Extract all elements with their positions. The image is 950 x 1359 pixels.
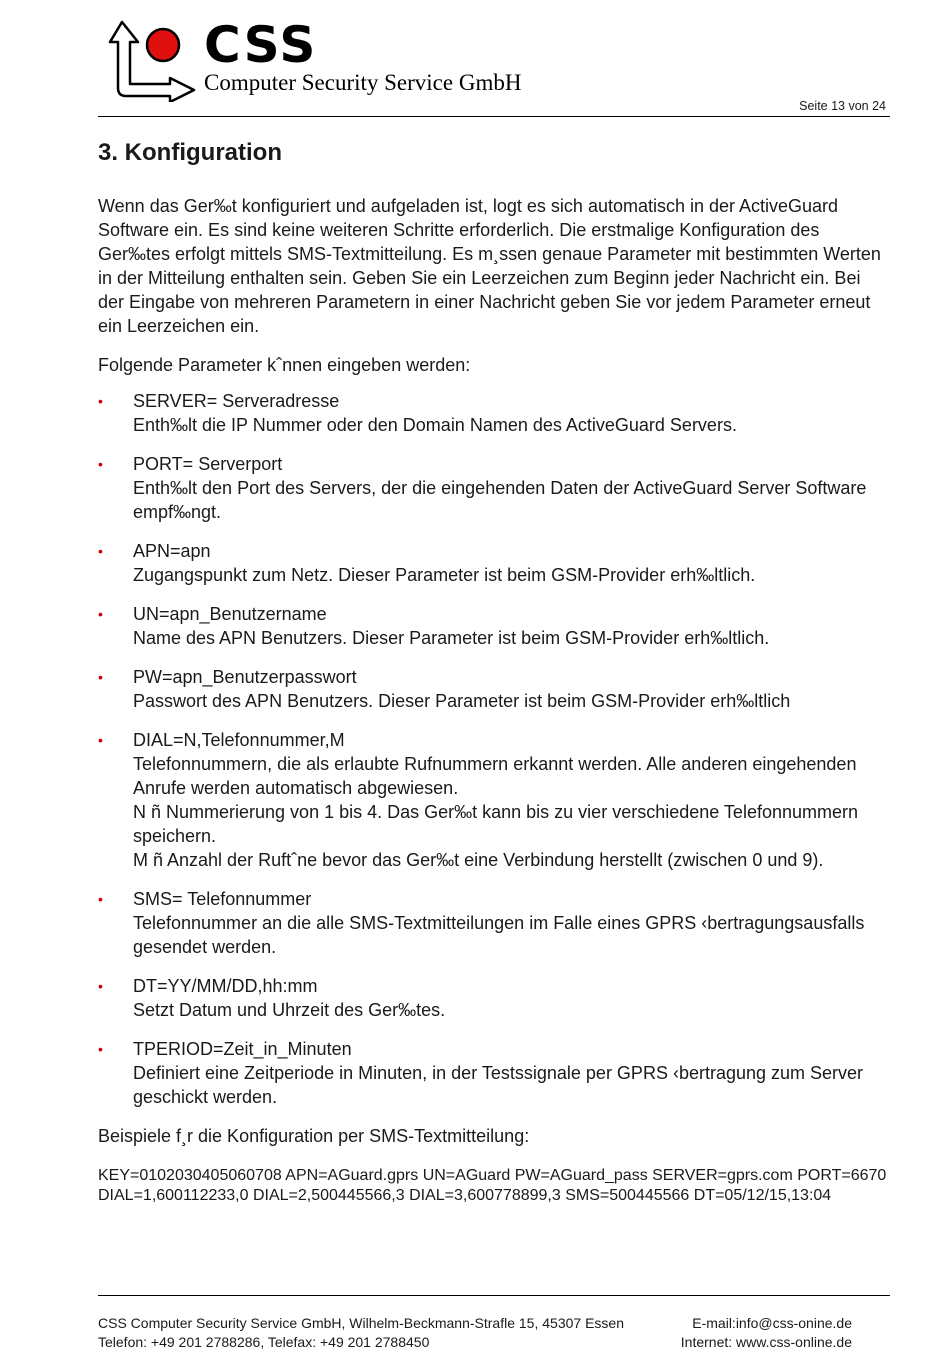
section-title: 3. Konfiguration bbox=[98, 139, 282, 166]
parameter-description: N ñ Nummerierung von 1 bis 4. Das Ger‰t kann bis zu vier verschiedene Telefonnummern speichern. bbox=[133, 802, 859, 846]
parameter-description: Setzt Datum und Uhrzeit des Ger‰tes. bbox=[133, 1000, 446, 1020]
parameter-description: Enth‰lt die IP Nummer oder den Domain Namen des ActiveGuard Servers. bbox=[133, 415, 737, 435]
parameter-item bbox=[98, 452, 888, 524]
parameter-name: UN=apn_Benutzername bbox=[133, 604, 327, 624]
bullet-icon: • bbox=[98, 891, 103, 907]
document-body bbox=[98, 138, 888, 1206]
parameter-name: DT=YY/MM/DD,hh:mm bbox=[133, 976, 318, 996]
parameter-description: Name des APN Benutzers. Dieser Parameter ist beim GSM-Provider erh‰ltlich. bbox=[133, 628, 770, 648]
parameter-description: Definiert eine Zeitperiode in Minuten, in der Testssignale per GPRS ‹bertragung zum Server geschickt werden. bbox=[133, 1063, 864, 1107]
parameter-description: Enth‰lt den Port des Servers, der die eingehenden Daten der ActiveGuard Server Software empf‰ngt. bbox=[133, 478, 867, 522]
parameter-list bbox=[98, 389, 888, 1109]
footer-contact-block bbox=[681, 1314, 852, 1352]
parameter-item bbox=[98, 539, 888, 587]
parameter-name: SERVER= Serveradresse bbox=[133, 391, 340, 411]
parameter-description: Telefonnummern, die als erlaubte Rufnummern erkannt werden. Alle anderen eingehenden Anrufe werden automatisch abgewiesen. bbox=[133, 754, 857, 798]
arrow-loop-logo-icon bbox=[108, 18, 198, 102]
footer-address: CSS Computer Security Service GmbH, Wilhelm-Beckmann-Strafle 15, 45307 Essen bbox=[98, 1315, 624, 1331]
parameter-description: Telefonnummer an die alle SMS-Textmitteilungen im Falle eines GPRS ‹bertragungsausfalls gesendet werden. bbox=[133, 913, 865, 957]
bullet-icon: • bbox=[98, 606, 103, 622]
parameter-item bbox=[98, 974, 888, 1022]
bullet-icon: • bbox=[98, 543, 103, 559]
footer-address-block bbox=[98, 1314, 624, 1352]
parameter-name: APN=apn bbox=[133, 541, 211, 561]
footer-web: Internet: www.css-online.de bbox=[680, 1334, 852, 1350]
parameter-item bbox=[98, 602, 888, 650]
bullet-icon: • bbox=[98, 978, 103, 994]
parameter-name: DIAL=N,Telefonnummer,M bbox=[133, 730, 345, 750]
parameter-name: PORT= Serverport bbox=[133, 454, 283, 474]
footer-phone: Telefon: +49 201 2788286, Telefax: +49 201 2788450 bbox=[98, 1334, 430, 1350]
footer-email: E-mail:info@css-onine.de bbox=[692, 1315, 852, 1331]
bullet-icon: • bbox=[98, 669, 103, 685]
example-intro: Beispiele f¸r die Konfiguration per SMS-Textmitteilung: bbox=[98, 1126, 530, 1146]
parameter-name: TPERIOD=Zeit_in_Minuten bbox=[133, 1039, 352, 1059]
example-sms-text: KEY=0102030405060708 APN=AGuard.gprs UN=AGuard PW=AGuard_pass SERVER=gprs.com PORT=6670 DIAL=1,600112233,0 DIAL=2,500445566,3 DIAL=3,600778899,3 SMS=500445566 DT=05/12/15,13:04 bbox=[98, 1167, 887, 1204]
brand-logo-text: CSS bbox=[204, 16, 318, 74]
page-number: Seite 13 von 24 bbox=[799, 99, 886, 113]
parameter-description: M ñ Anzahl der Ruftˆne bevor das Ger‰t eine Verbindung herstellt (zwischen 0 und 9). bbox=[133, 850, 824, 870]
bullet-icon: • bbox=[98, 393, 103, 409]
bullet-icon: • bbox=[98, 456, 103, 472]
parameter-description: Zugangspunkt zum Netz. Dieser Parameter ist beim GSM-Provider erh‰ltlich. bbox=[133, 565, 756, 585]
parameter-name: SMS= Telefonnummer bbox=[133, 889, 312, 909]
parameter-item bbox=[98, 389, 888, 437]
parameter-name: PW=apn_Benutzerpasswort bbox=[133, 667, 357, 687]
params-intro: Folgende Parameter kˆnnen eingeben werden: bbox=[98, 355, 471, 375]
parameter-item bbox=[98, 728, 888, 872]
company-name: Computer Security Service GmbH bbox=[204, 70, 522, 95]
parameter-item bbox=[98, 665, 888, 713]
header-divider bbox=[98, 116, 890, 117]
bullet-icon: • bbox=[98, 732, 103, 748]
parameter-item bbox=[98, 1037, 888, 1109]
intro-paragraph: Wenn das Ger‰t konfiguriert und aufgeladen ist, logt es sich automatisch in der ActiveGuard Software ein. Es sind keine weiteren Schritte erforderlich. Die erstmalige Konfiguration des Ger‰tes erfolgt mittels SMS-Textmitteilung. Es m¸ssen genaue Parameter mit bestimmten Werten in der Mitteilung enthalten sein. Geben Sie ein Leerzeichen zum Beginn jeder Nachricht ein. Bei der Eingabe von mehreren Parametern in einer Nachricht geben Sie vor jedem Parameter erneut ein Leerzeichen ein. bbox=[98, 196, 881, 336]
parameter-item bbox=[98, 887, 888, 959]
bullet-icon: • bbox=[98, 1041, 103, 1057]
footer-divider bbox=[98, 1295, 890, 1296]
parameter-description: Passwort des APN Benutzers. Dieser Parameter ist beim GSM-Provider erh‰ltlich bbox=[133, 691, 791, 711]
